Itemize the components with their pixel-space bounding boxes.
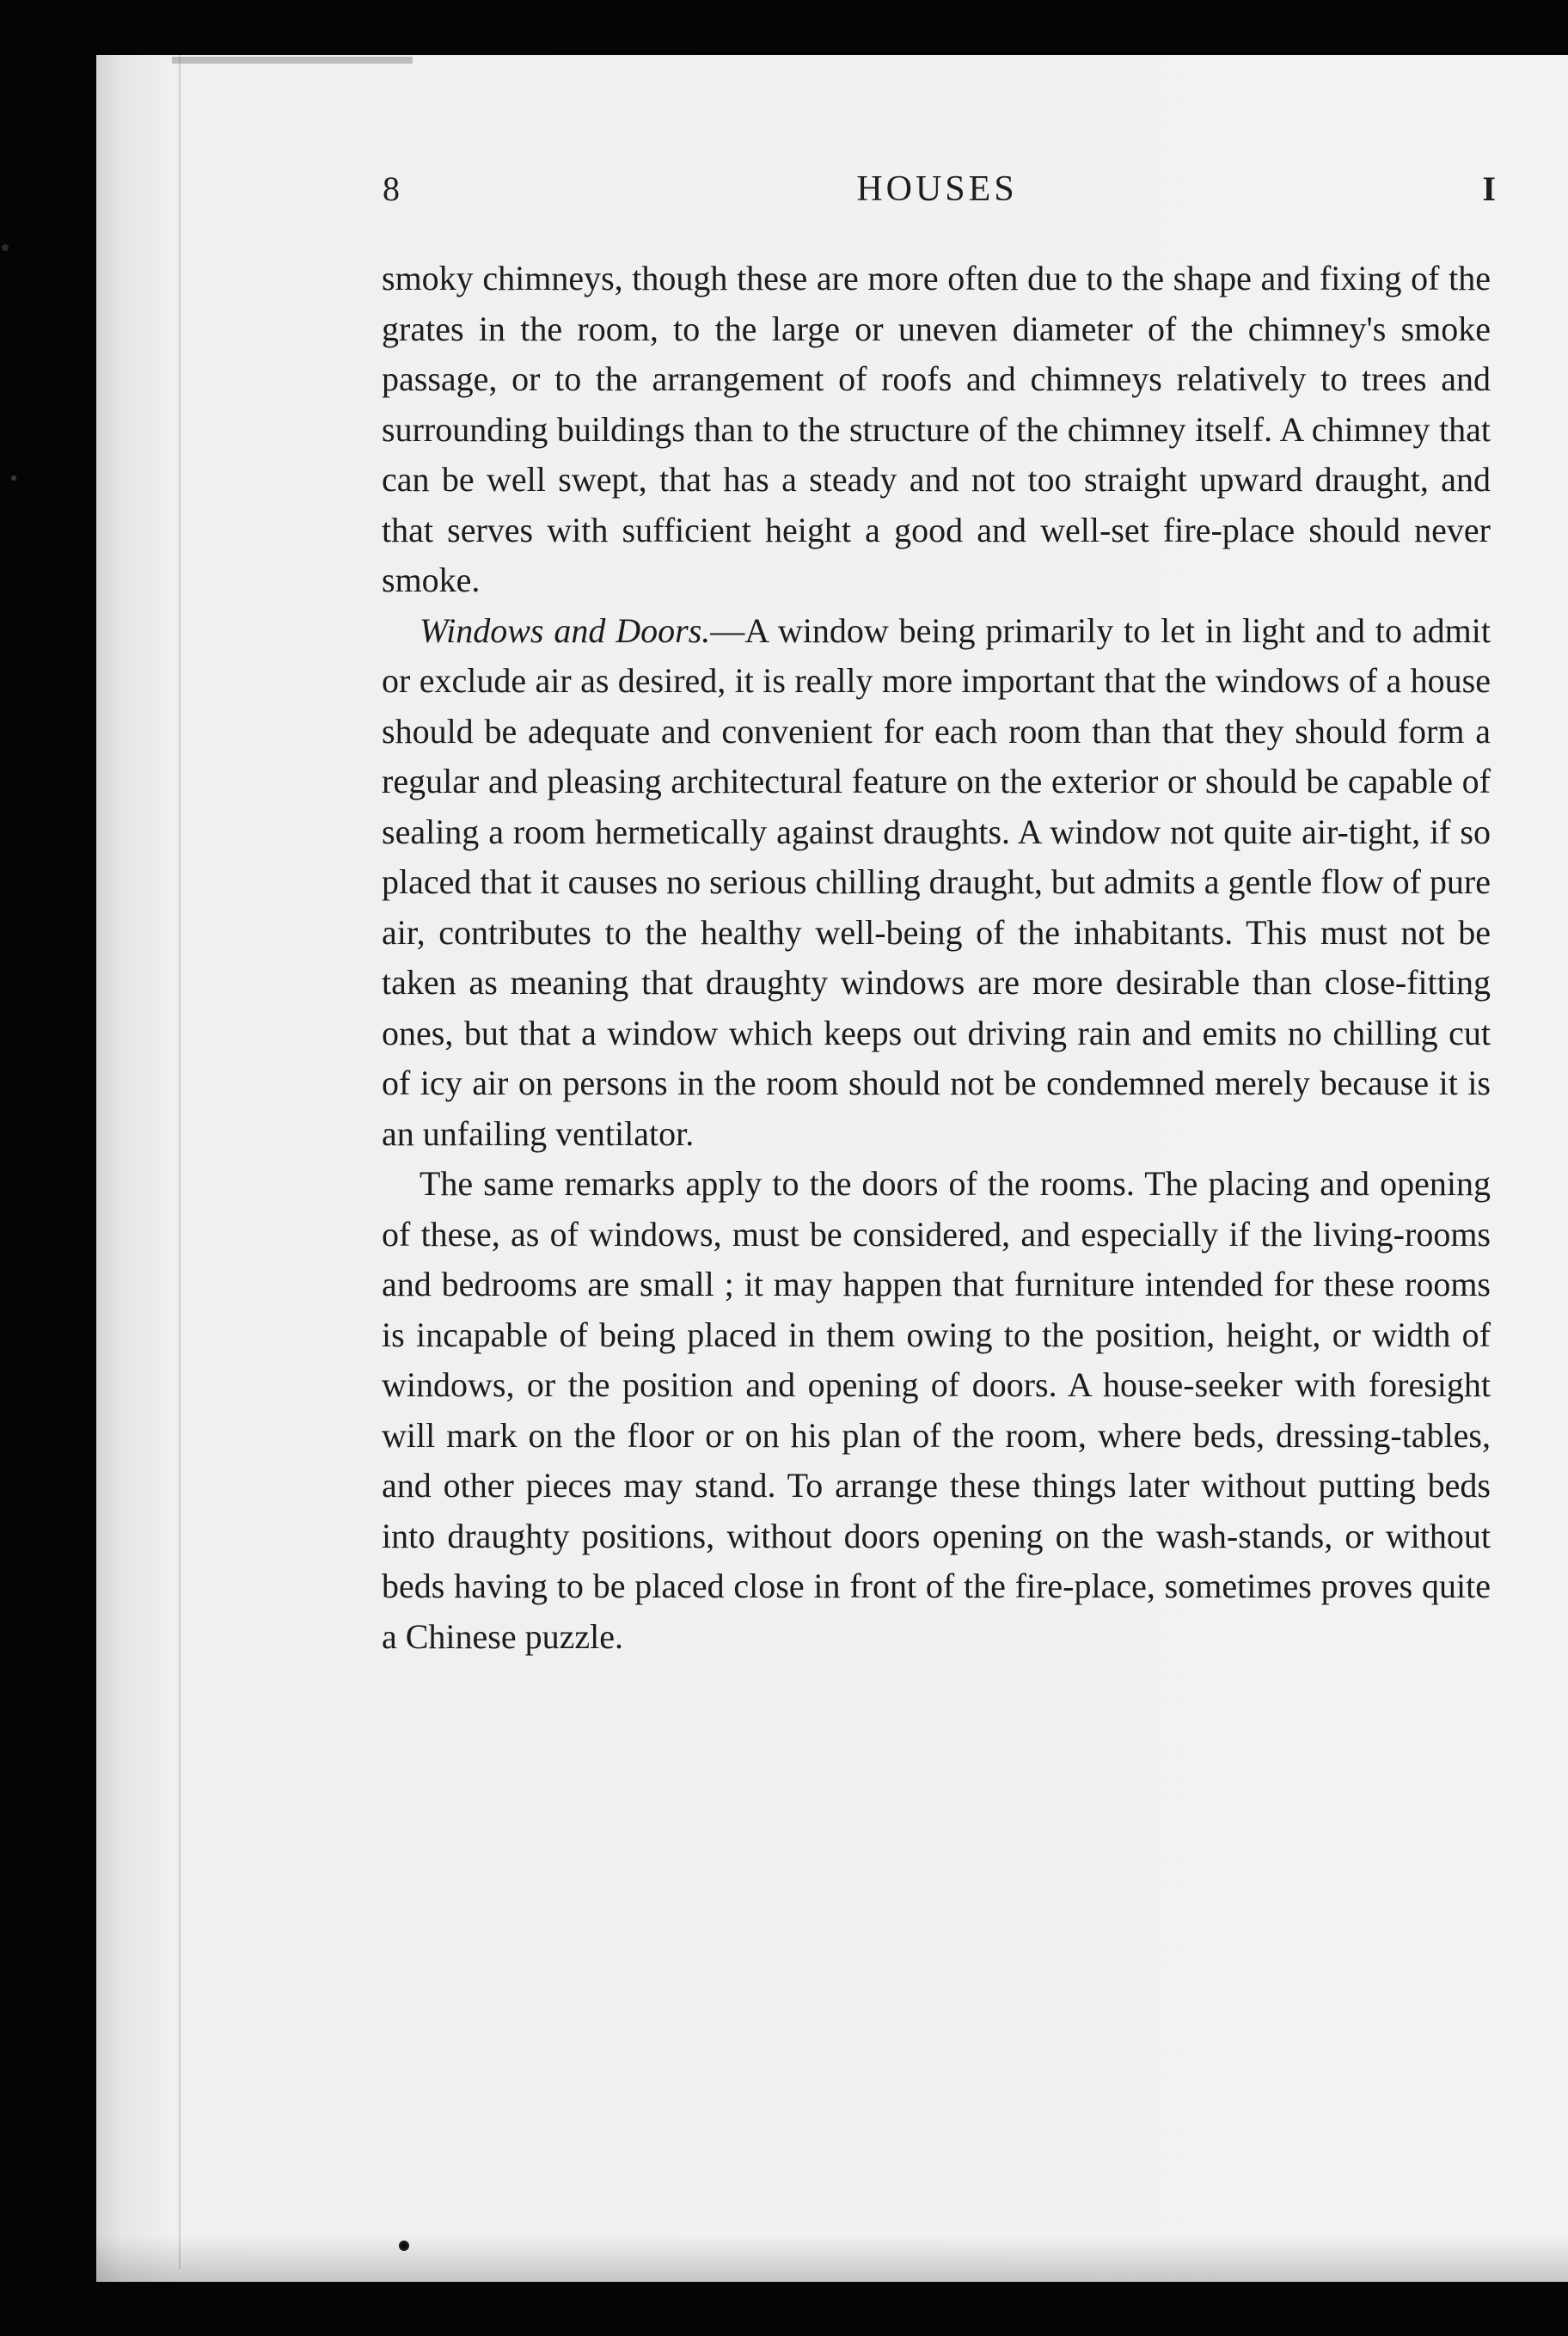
paragraph-chimneys: smoky chimneys, though these are more often due to the shape and fixing of the grates in the room, to the large or uneven diameter of the chimney's smoke passage, or to the arrangement of roofs and chimneys relatively to trees and surrounding buildings than to the structure of the chimney itself. A chimney that can be well swept, that has a steady and not too straight upward draught, and that serves with sufficient height a good and well-set fire-place should never smoke. [382,259,1491,599]
paragraph-windows-and-doors [382,606,1491,1160]
section-heading: Windows and Doors. [420,610,711,650]
paragraph-doors: The same remarks apply to the doors of the rooms. The placing and opening of these, as of windows, must be considered, and especially if the living-rooms and bedrooms are small ; it may happen that furniture intended for these rooms is incapable of being placed in them owing to the position, height, or width of windows, or the position and opening of doors. A house-seeker with foresight will mark on the floor or on his plan of the room, where beds, dressing-tables, and other pieces may stand. To arrange these things later without putting beds into draughty positions, without doors opening on the wash-stands, or without beds having to be placed close in front of the fire-place, sometimes proves quite a Chinese puzzle. [382,1164,1491,1656]
dust-speck [11,475,16,481]
ink-speck-core [401,2243,407,2248]
page-number: 8 [383,169,400,208]
dust-speck [2,244,9,251]
running-title: HOUSES [856,169,1018,209]
running-head [378,169,1496,220]
body-text [382,254,1491,1662]
paragraph-text: —A window being primarily to let in light and to admit or exclude air as desired, it is really more important that the windows of a house should be adequate and convenient for each room than that they should form a regular and pleasing architectural feature on the exterior or should be capable of sealing a room hermetically against draughts. A window not quite air-tight, if so placed that it causes no serious chilling draught, but admits a gentle flow of pure air, contributes to the healthy well-being of the inhabitants. This must not be taken as meaning that draughty windows are more desirable than close-fitting ones, but that a window which keeps out driving rain and emits no chilling cut of icy air on persons in the room should not be condemned merely because it is an unfailing ventilator. [382,610,1491,1153]
chapter-mark: I [1482,169,1496,208]
